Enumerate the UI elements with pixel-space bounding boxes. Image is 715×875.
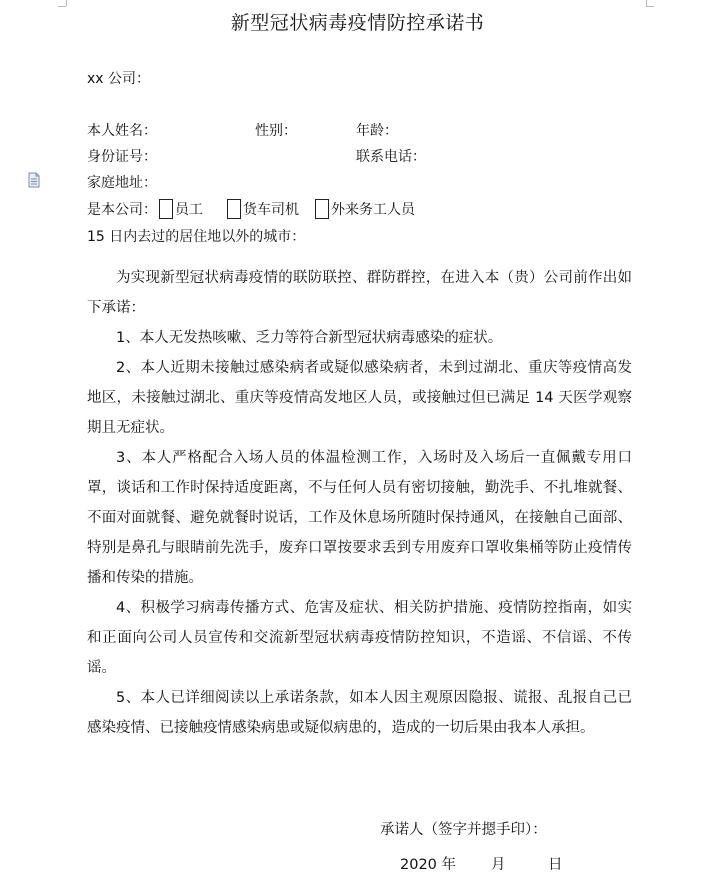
name-label: 本人姓名：: [87, 123, 157, 139]
address-label: 家庭地址：: [87, 175, 157, 191]
recipient-line: xx 公司：: [87, 71, 151, 87]
commitment-item-1: 1、本人无发热咳嗽、乏力等符合新型冠状病毒感染的症状。: [116, 330, 503, 346]
company-role-label: 是本公司：: [87, 202, 157, 218]
role-option-label: 员工: [175, 202, 203, 218]
signature-day: 日: [548, 857, 563, 873]
page-corner-mark: [66, 0, 67, 6]
id-number-label: 身份证号：: [87, 149, 157, 165]
cities-label: 15 日内去过的居住地以外的城市：: [87, 229, 306, 245]
page-corner-mark: [58, 6, 66, 7]
commitment-item-3: 3、本人严格配合入场人员的体温检测工作，入场时及入场后一直佩戴专用口罩，谈话和工作时保持适度距离，不与任何人员有密切接触，勤洗手、不扎堆就餐、不面对面就餐、避免就餐时说话，工作及休息场所随时保持通风，在接触自己面部、特别是鼻孔与眼睛前先洗手，废弃口罩按要求丢到专用废弃口罩收集桶等防止疫情传播和传染的措施。: [87, 450, 632, 586]
document-icon[interactable]: [26, 172, 42, 188]
age-label: 年龄：: [356, 123, 398, 139]
checkbox-truck-driver[interactable]: [227, 199, 241, 219]
commitment-item-2: 2、本人近期未接触过感染病者或疑似感染病者，未到过湖北、重庆等疫情高发地区，未接触过湖北、重庆等疫情高发地区人员，或接触过但已满足 14 天医学观察期且无症状。: [87, 360, 632, 436]
page-corner-mark: [646, 6, 654, 7]
gender-label: 性别：: [255, 123, 297, 139]
signature-year: 2020 年: [400, 857, 457, 873]
company-role-row: [87, 199, 415, 219]
role-option-label: 外来务工人员: [331, 202, 415, 218]
phone-label: 联系电话：: [356, 149, 426, 165]
intro-paragraph: 为实现新型冠状病毒疫情的联防联控、群防群控，在进入本（贵）公司前作出如下承诺：: [87, 270, 632, 316]
signature-label: 承诺人（签字并摁手印）：: [380, 822, 547, 838]
checkbox-employee[interactable]: [159, 199, 173, 219]
signature-month: 月: [491, 857, 506, 873]
page-title: 新型冠状病毒疫情防控承诺书: [230, 12, 485, 34]
role-option-label: 货车司机: [243, 202, 299, 218]
checkbox-migrant-worker[interactable]: [315, 199, 329, 219]
commitment-item-4: 4、积极学习病毒传播方式、危害及症状、相关防护措施、疫情防控指南，如实和正面向公司人员宣传和交流新型冠状病毒疫情防控知识，不造谣、不信谣、不传谣。: [87, 600, 632, 676]
commitment-item-5: 5、本人已详细阅读以上承诺条款，如本人因主观原因隐报、谎报、乱报自己已感染疫情、已接触疫情感染病患或疑似病患的，造成的一切后果由我本人承担。: [87, 690, 632, 736]
